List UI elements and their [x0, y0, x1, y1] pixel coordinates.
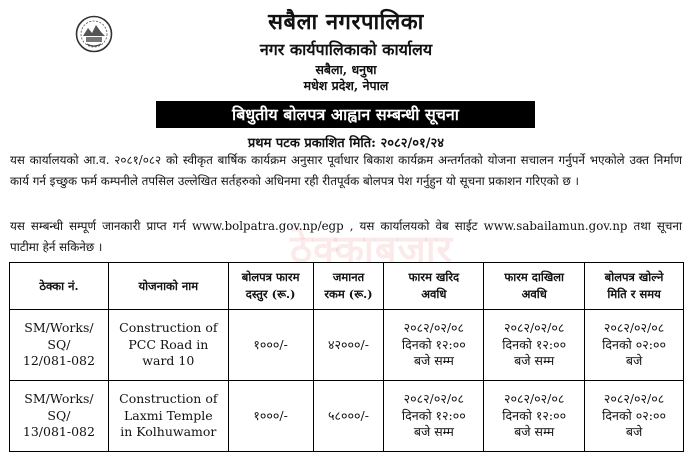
table-row: [10, 381, 684, 452]
table-row: [10, 310, 684, 381]
municipality-name: सबैला नगरपालिका: [268, 9, 424, 35]
notice-title: बिधुतीय बोलपत्र आह्वान सम्बन्धी सूचना: [156, 101, 535, 128]
cell-contract-no: SM/Works/ SQ/ 13/081-082: [10, 381, 109, 452]
header-project-name: योजनाको नाम: [108, 263, 228, 310]
notice-paragraph-2: यस सम्बन्धी सम्पूर्ण जानकारी प्राप्त गर्न www.bolpatra.gov.np/egp , यस कार्यालयको वेब साईट www.sabailamun.gov.np तथा सूचना पाटीमा हेर्न सकिनेछ ।: [10, 219, 682, 254]
cell-security: ५८०००/-: [313, 381, 384, 452]
header-opening-date: बोलपत्र खोल्ने मिति र समय: [585, 263, 684, 310]
header-fee: बोलपत्र फारम दस्तुर (रू.): [228, 263, 313, 310]
cell-security: ४२०००/-: [313, 310, 384, 381]
header-purchase-period: फारम खरिद अवधि: [384, 263, 484, 310]
header-submission-period: फारम दाखिला अवधि: [484, 263, 585, 310]
cell-opening-date: २०८२/०२/०८ दिनको ०२:०० बजे: [585, 310, 684, 381]
cell-fee: १०००/-: [228, 310, 313, 381]
cell-submission-period: २०८२/०२/०८ दिनको १२:०० बजे सम्म: [484, 310, 585, 381]
office-name: नगर कार्यपालिकाको कार्यालय: [259, 40, 433, 59]
watermark: ठेक्काबजार: [290, 227, 454, 271]
header-security: जमानत रकम (रू.): [313, 263, 384, 310]
cell-purchase-period: २०८२/०२/०८ दिनको १२:०० बजे सम्म: [384, 310, 484, 381]
cell-project-name: Construction of PCC Road in ward 10: [108, 310, 228, 381]
cell-submission-period: २०८२/०२/०८ दिनको १२:०० बजे सम्म: [484, 381, 585, 452]
cell-project-name: Construction of Laxmi Temple in Kolhuwamor: [108, 381, 228, 452]
publish-date: प्रथम पटक प्रकाशित मिति: २०८२/०१/२४: [247, 136, 445, 151]
cell-fee: १०००/-: [228, 381, 313, 452]
tender-table: [9, 262, 684, 452]
cell-contract-no: SM/Works/ SQ/ 12/081-082: [10, 310, 109, 381]
header-contract-no: ठेक्का नं.: [10, 263, 109, 310]
cell-opening-date: २०८२/०२/०८ दिनको ०२:०० बजे: [585, 381, 684, 452]
address-line-2: मधेश प्रदेश, नेपाल: [303, 78, 389, 93]
table-header-row: [10, 263, 684, 310]
address-line-1: सबैला, धनुषा: [315, 62, 377, 77]
cell-purchase-period: २०८२/०२/०८ दिनको १२:०० बजे सम्म: [384, 381, 484, 452]
notice-paragraph-1: यस कार्यालयको आ.व. २०८१/०८२ को स्वीकृत बार्षिक कार्यक्रम अनुसार पूर्वाधार बिकाश कार्यक्रम अन्तर्गतको योजना सचालन गर्नुपर्ने भएकोले उक्त निर्माण कार्य गर्न इच्छुक फर्म कम्पनीले तपसिल उल्लेखित सर्तहरुको अधिनमा रही रीतपूर्वक बोलपत्र पेश गर्नुहुन यो सूचना प्रकाशन गरिएको छ ।: [10, 153, 682, 188]
